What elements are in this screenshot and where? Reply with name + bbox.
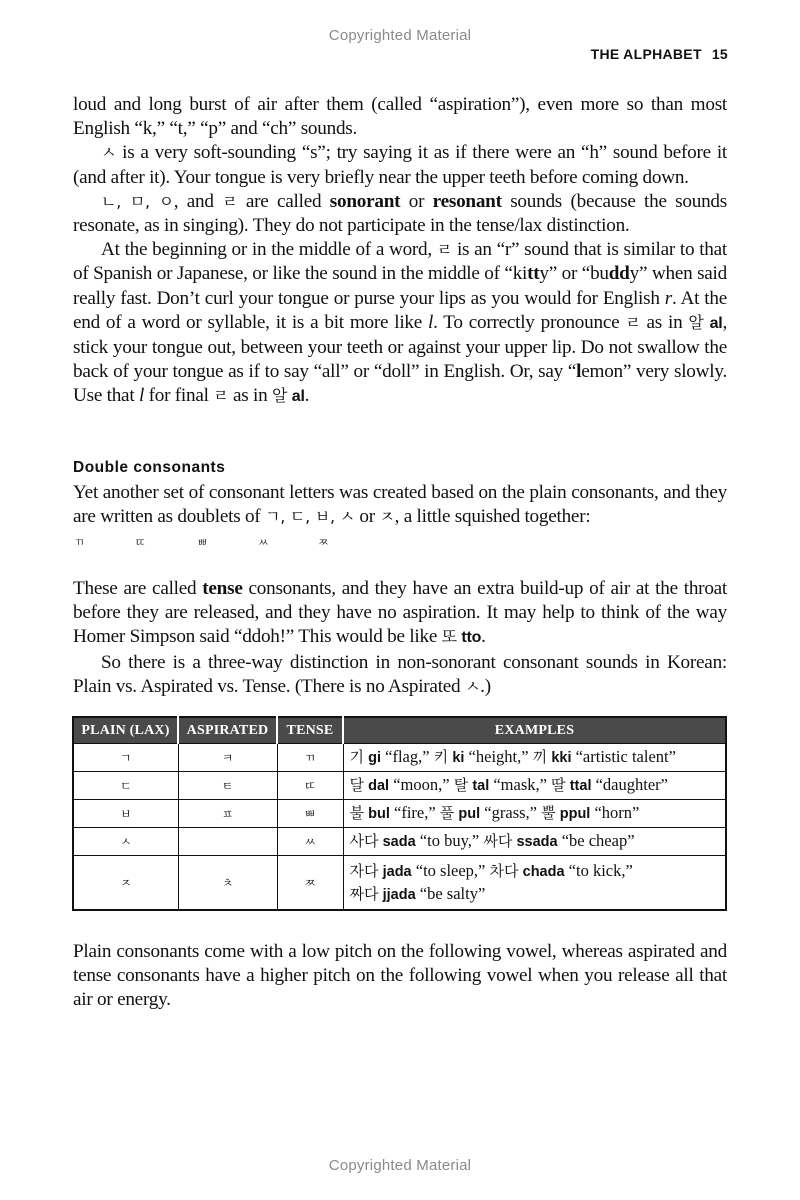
column-header: ASPIRATED xyxy=(178,717,277,744)
paragraph-sonorant: ㄴ, ㅁ, ㅇ, and ㄹ are called sonorant or resonant sounds (because the sounds resonate, as in singing). They do not participate in the tense/lax distinction. xyxy=(73,190,727,237)
cell-tense: ㅃ xyxy=(277,800,343,828)
cell-tense: ㅆ xyxy=(277,828,343,856)
double-consonant: ㄲ xyxy=(74,536,85,549)
page-number: 15 xyxy=(711,46,728,62)
table-row xyxy=(73,744,726,772)
cell-plain: ㄷ xyxy=(73,772,178,800)
cell-examples: 달 dal “moon,” 탈 tal “mask,” 딸 ttal “daughter” xyxy=(343,772,726,800)
double-consonant: ㅉ xyxy=(318,536,329,549)
running-header xyxy=(591,46,728,62)
korean-letter: ㅅ xyxy=(101,143,117,163)
column-header: TENSE xyxy=(277,717,343,744)
cell-tense: ㄸ xyxy=(277,772,343,800)
paragraph-r-l-sound: At the beginning or in the middle of a word, ㄹ is an “r” sound that is similar to that of Spanish or Japanese, or like the sound in the middle of “kitty” or “buddy” when said really fast. Don’t curl your tongue or purse your lips as you would for English r. At the end of a word or syllable, it is a bit more like l. To correctly pronounce ㄹ as in 알 al, stick your tongue out, between your teeth or against your upper lip. Do not swallow the back of your tongue as if to say “all” or “doll” in English. Or, say “lemon” very slowly. Use that l for final ㄹ as in 알 al. xyxy=(73,239,727,407)
body-text-tense xyxy=(73,577,727,699)
korean-letters: ㄴ, ㅁ, ㅇ xyxy=(101,191,174,211)
cell-aspirated: ㅋ xyxy=(178,744,277,772)
double-consonant: ㄸ xyxy=(135,536,146,549)
table-row xyxy=(73,856,726,911)
column-header: EXAMPLES xyxy=(343,717,726,744)
double-consonant: ㅆ xyxy=(258,536,269,549)
table-header-row xyxy=(73,717,726,744)
cell-tense: ㄲ xyxy=(277,744,343,772)
table-row xyxy=(73,772,726,800)
cell-examples: 불 bul “fire,” 풀 pul “grass,” 뿔 ppul “horn” xyxy=(343,800,726,828)
section-heading-double-consonants: Double consonants xyxy=(73,459,226,476)
term-sonorant: sonorant xyxy=(329,190,401,212)
paragraph-double-intro: Yet another set of consonant letters was created based on the plain consonants, and they are written as doublets of ㄱ, ㄷ, ㅂ, ㅅ or ㅈ, a little squished together: xyxy=(73,482,727,528)
cell-plain: ㄱ xyxy=(73,744,178,772)
cell-examples: 기 gi “flag,” 키 ki “height,” 끼 kki “artistic talent” xyxy=(343,744,726,772)
paragraph-three-way: So there is a three-way distinction in non-sonorant consonant sounds in Korean: Plain vs. Aspirated vs. Tense. (There is no Aspirated ㅅ.) xyxy=(73,651,727,697)
cell-plain: ㅅ xyxy=(73,828,178,856)
cell-plain: ㅂ xyxy=(73,800,178,828)
cell-aspirated: ㅌ xyxy=(178,772,277,800)
cell-aspirated: ㅊ xyxy=(178,856,277,911)
paragraph-pitch: Plain consonants come with a low pitch on the following vowel, whereas aspirated and tense consonants have a higher pitch on the following vowel when you release all that air or energy. xyxy=(73,941,727,1011)
term-resonant: resonant xyxy=(432,190,502,212)
cell-aspirated: ㅍ xyxy=(178,800,277,828)
cell-tense: ㅉ xyxy=(277,856,343,911)
double-consonant: ㅃ xyxy=(197,536,208,549)
body-text-bottom xyxy=(73,940,727,1013)
table-row xyxy=(73,828,726,856)
cell-plain: ㅈ xyxy=(73,856,178,911)
paragraph-s-sound: ㅅ is a very soft-sounding “s”; try saying it as if there were an “h” sound before it (and after it). Your tongue is very briefly near the upper teeth before coming down. xyxy=(73,142,727,188)
copyright-watermark-bottom: Copyrighted Material xyxy=(328,1157,472,1174)
consonant-table xyxy=(72,716,727,911)
section-title: THE ALPHABET xyxy=(590,46,702,62)
body-text-double xyxy=(73,481,727,529)
table-row xyxy=(73,800,726,828)
column-header: PLAIN (LAX) xyxy=(73,717,178,744)
term-tense: tense xyxy=(202,578,243,599)
paragraph-tense: These are called tense consonants, and they have an extra build-up of air at the throat before they are released, and they have no aspiration. It may help to think of the way Homer Simpson said “ddoh!” This would be like 또 tto. xyxy=(73,578,728,648)
copyright-watermark-top: Copyrighted Material xyxy=(328,27,472,44)
cell-examples: 사다 sada “to buy,” 싸다 ssada “be cheap” xyxy=(343,828,726,856)
paragraph-aspiration: loud and long burst of air after them (called “aspiration”), even more so than most English “k,” “t,” “p” and “ch” sounds. xyxy=(73,94,727,140)
cell-examples: 자다 jada “to sleep,” 차다 chada “to kick,” 짜다 jjada “be salty” xyxy=(343,856,726,911)
cell-aspirated xyxy=(178,828,277,856)
body-text-top xyxy=(73,93,727,410)
